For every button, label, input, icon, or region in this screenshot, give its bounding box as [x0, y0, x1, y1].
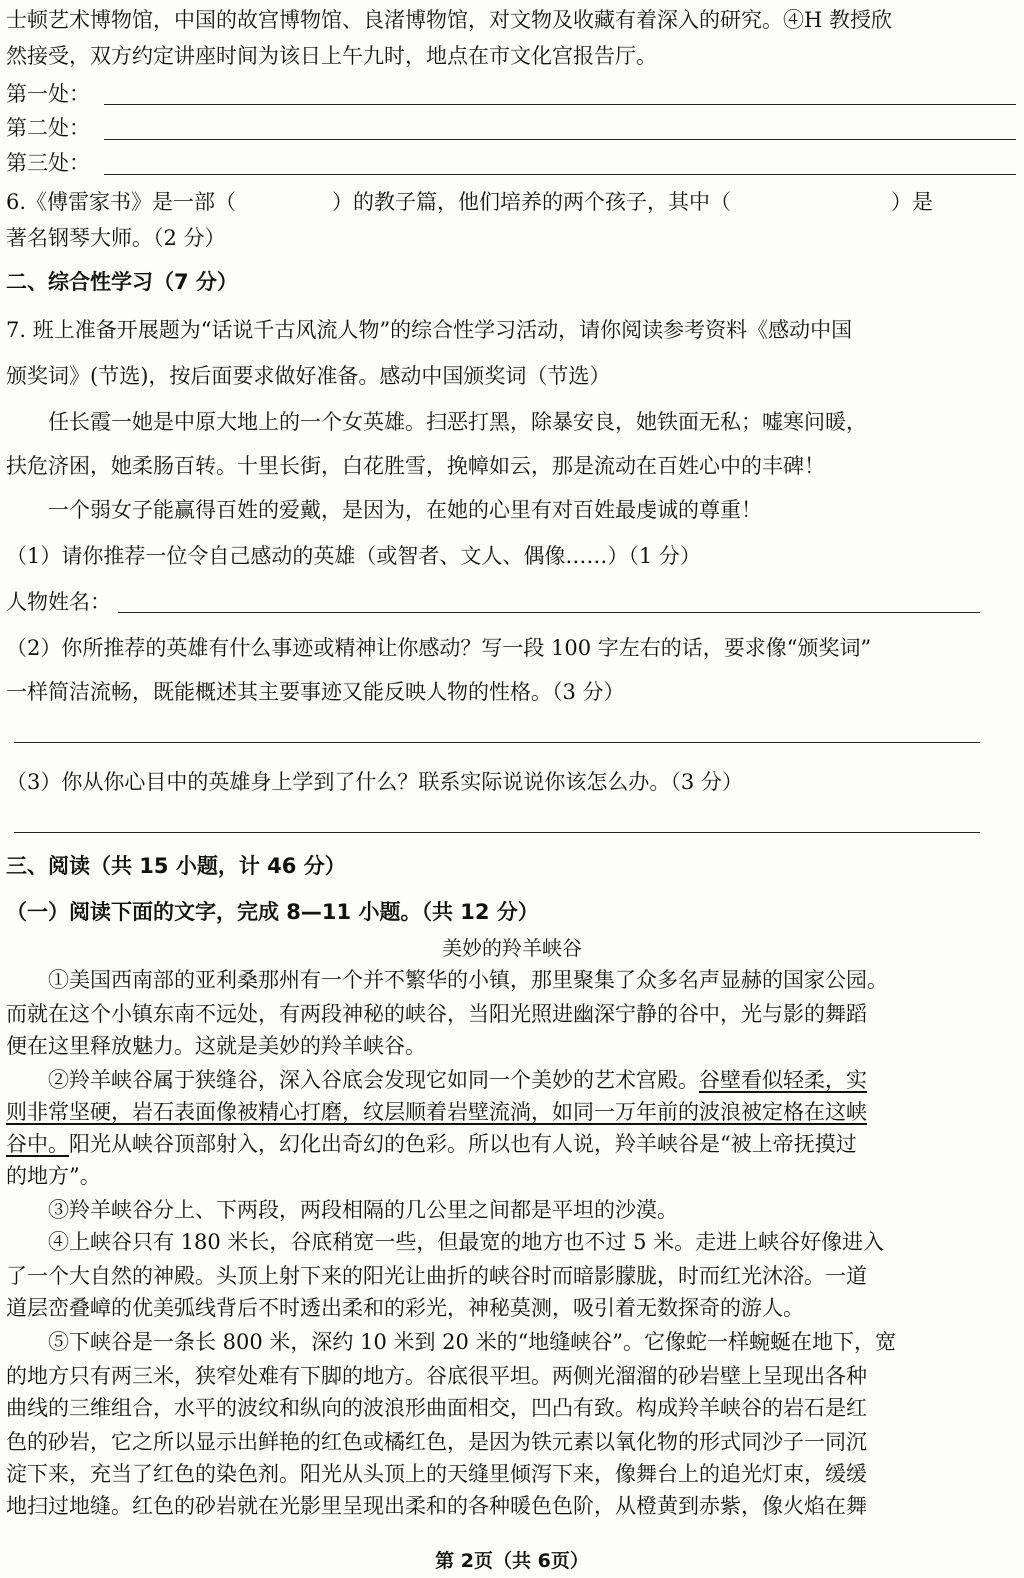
q7-line-1: 7. 班上准备开展题为“话说千古风流人物”的综合性学习活动，请你阅读参考资料《感动中国	[6, 318, 853, 342]
answer-line-second[interactable]	[104, 139, 1016, 140]
q6-part1: 6.《傅雷家书》是一部（	[6, 190, 237, 214]
passage-p2-line-3b: 阳光从峡谷顶部射入，幻化出奇幻的色彩。所以也有人说，羚羊峡谷是“被上帝抚摸过	[69, 1132, 857, 1156]
passage-p5-line-3: 曲线的三维组合，水平的波纹和纵向的波浪形曲面相交，凹凸有致。构成羚羊峡谷的岩石是红	[6, 1396, 867, 1420]
answer-line-third[interactable]	[104, 174, 1016, 175]
blank-second-label: 第二处：	[6, 116, 90, 140]
name-answer-line[interactable]	[118, 612, 980, 613]
passage-p3: ③羚羊峡谷分上、下两段，两段相隔的几公里之间都是平坦的沙漠。	[48, 1198, 678, 1222]
q6-part3: ）是	[891, 190, 934, 214]
passage-p2-line-1a: ②羚羊峡谷属于狭缝谷，深入谷底会发现它如同一个美妙的艺术宫殿。	[48, 1068, 699, 1092]
q7-para1-line-2: 扶危济困，她柔肠百转。十里长街，白花胜雪，挽幛如云，那是流动在百姓心中的丰碑！	[6, 454, 825, 478]
q7-sub2-line-1: （2）你所推荐的英雄有什么事迹或精神让你感动？写一段 100 字左右的话，要求像“颁奖词”	[6, 636, 872, 660]
passage-p5-line-4: 色的砂岩，它之所以显示出鲜艳的红色或橘红色，是因为铁元素以氧化物的形式同沙子一同沉	[6, 1430, 867, 1454]
section3-subheading: （一）阅读下面的文字，完成 8—11 小题。（共 12 分）	[6, 900, 539, 924]
passage-p2-line-2: 则非常坚硬，岩石表面像被精心打磨，纹层顺着岩壁流淌，如同一万年前的波浪被定格在这峡	[6, 1100, 867, 1124]
answer-line-first[interactable]	[104, 104, 1016, 105]
passage-p1-line-2: 而就在这个小镇东南不远处，有两段神秘的峡谷，当阳光照进幽深宁静的谷中，光与影的舞蹈	[6, 1002, 867, 1026]
passage-p4-line-1: ④上峡谷只有 180 米长，谷底稍宽一些，但最宽的地方也不过 5 米。走进上峡谷好像进入	[48, 1230, 885, 1254]
passage-p5-line-1: ⑤下峡谷是一条长 800 米，深约 10 米到 20 米的“地缝峡谷”。它像蛇一样蜿蜒在地下，宽	[48, 1330, 897, 1354]
sub3-answer-line[interactable]	[14, 832, 980, 833]
blank-second	[6, 114, 1016, 142]
q7-sub2-line-2: 一样简洁流畅，既能概述其主要事迹又能反映人物的性格。（3 分）	[6, 680, 625, 704]
blank-first-label: 第一处：	[6, 82, 90, 106]
q7-para1-line-1: 任长霞一她是中原大地上的一个女英雄。扫恶打黑，除暴安良，她铁面无私；嘘寒问暖，	[48, 410, 867, 434]
passage-p5-line-5: 淀下来，充当了红色的染色剂。阳光从头顶上的天缝里倾泻下来，像舞台上的追光灯束，缓缓	[6, 1462, 867, 1486]
passage-p4-line-3: 道层峦叠嶂的优美弧线背后不时透出柔和的彩光，神秘莫测，吸引着无数探奇的游人。	[6, 1296, 804, 1320]
q6-part2: ）的教子篇，他们培养的两个孩子，其中（	[332, 190, 732, 214]
passage-p1-line-3: 便在这里释放魅力。这就是美妙的羚羊峡谷。	[6, 1034, 426, 1058]
sub2-answer-line[interactable]	[14, 742, 980, 743]
passage-p2-underlined-start: 谷壁看似轻柔，实	[699, 1068, 867, 1092]
q7-sub3: （3）你从你心目中的英雄身上学到了什么？联系实际说说你该怎么办。（3 分）	[6, 770, 743, 794]
passage-p5-line-2: 的地方只有两三米，狭窄处难有下脚的地方。谷底很平坦。两侧光溜溜的砂岩壁上呈现出各种	[6, 1364, 867, 1388]
passage-p1-line-1: ①美国西南部的亚利桑那州有一个并不繁华的小镇，那里聚集了众多名声显赫的国家公园。	[48, 968, 888, 992]
name-label: 人物姓名：	[6, 590, 111, 614]
intro-line-2: 然接受，双方约定讲座时间为该日上午九时，地点在市文化宫报告厅。	[6, 44, 657, 68]
q6-line-1	[6, 188, 1016, 216]
page-footer: 第 2页（共 6页）	[435, 1550, 589, 1572]
q7-sub1: （1）请你推荐一位令自己感动的英雄（或智者、文人、偶像……）（1 分）	[6, 544, 701, 568]
q7-para2: 一个弱女子能赢得百姓的爱戴，是因为，在她的心里有对百姓最虔诚的尊重！	[48, 498, 762, 522]
passage-p4-line-2: 了一个大自然的神殿。头顶上射下来的阳光让曲折的峡谷时而暗影朦胧，时而红光沐浴。一道	[6, 1264, 867, 1288]
passage-p2-line-4: 的地方”。	[6, 1164, 101, 1188]
passage-title: 美妙的羚羊峡谷	[442, 936, 582, 960]
passage-p2-line-1	[48, 1066, 1016, 1094]
passage-p5-line-6: 地扫过地缝。红色的砂岩就在光影里呈现出柔和的各种暖色色阶，从橙黄到赤紫，像火焰在舞	[6, 1494, 867, 1518]
section3-heading: 三、阅读（共 15 小题，计 46 分）	[6, 854, 346, 878]
section2-heading: 二、综合性学习（7 分）	[6, 270, 238, 294]
blank-third-label: 第三处：	[6, 151, 90, 175]
intro-line-1: 士顿艺术博物馆，中国的故宫博物馆、良渚博物馆，对文物及收藏有着深入的研究。④H 教授欣	[6, 8, 892, 32]
q6-line-2: 著名钢琴大师。（2 分）	[6, 226, 226, 250]
q7-line-2: 颁奖词》(节选)，按后面要求做好准备。感动中国颁奖词（节选）	[6, 364, 611, 388]
blank-third	[6, 149, 1016, 177]
passage-p2-underlined-end: 谷中。	[6, 1132, 69, 1156]
passage-p2-line-3	[6, 1130, 1016, 1158]
